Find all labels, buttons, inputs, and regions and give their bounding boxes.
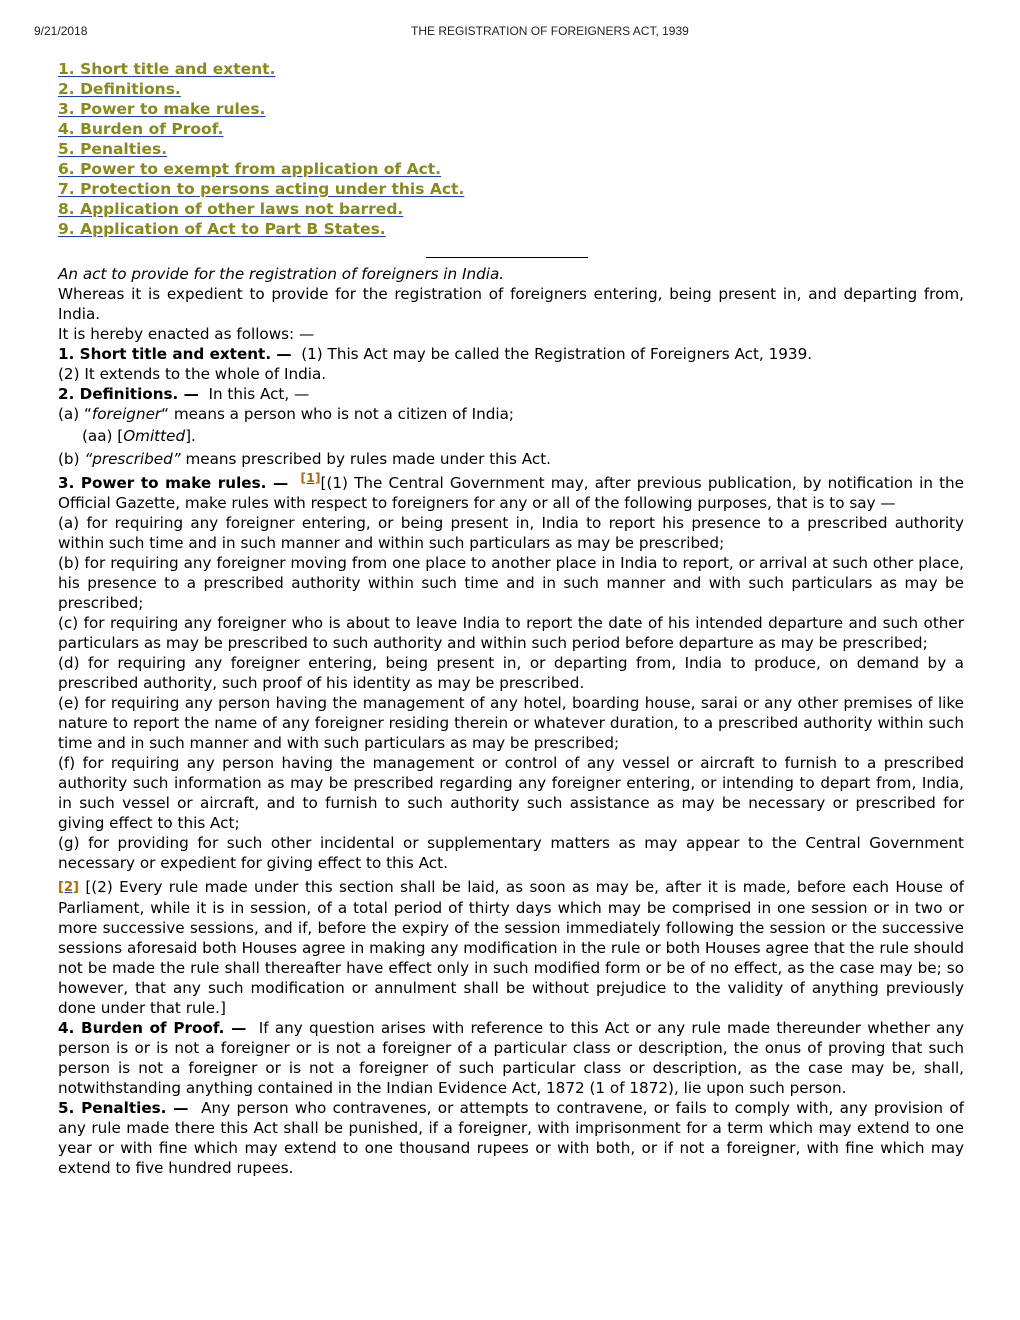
section-1-heading: 1. Short title and extent. — [58, 345, 292, 363]
toc-item [58, 79, 464, 99]
toc-link-penalties[interactable]: 5. Penalties. [58, 140, 168, 158]
section-3-sub1: [(1) The Central Government may, after previous publication, by notification in the Official Gazette, make rules with respect to foreigners for any or all of the following purposes, that is to say — [58, 474, 965, 512]
clause-d: (d) for requiring any foreigner entering, being present in, or departing from, India to produce, on demand by a prescribed authority, such proof of his identity as may be prescribed. [58, 654, 964, 692]
toc-item [58, 199, 464, 219]
separator-rule [426, 257, 588, 258]
section-5-heading: 5. Penalties. — [58, 1099, 189, 1117]
act-body [58, 264, 964, 1178]
toc-item [58, 99, 464, 119]
term-foreigner: foreigner [91, 405, 162, 423]
toc-link-burden-of-proof[interactable]: 4. Burden of Proof. [58, 120, 224, 138]
term-omitted: Omitted [123, 427, 186, 445]
clause-a: (a) for requiring any foreigner entering, or being present in, India to report his presence to a prescribed authority within such time and in such manner and within such particulars as may be prescribed; [58, 514, 964, 552]
toc-link-protection[interactable]: 7. Protection to persons acting under this Act. [58, 180, 465, 198]
section-3-heading: 3. Power to make rules. — [58, 474, 289, 492]
print-doc-title: THE REGISTRATION OF FOREIGNERS ACT, 1939 [411, 24, 689, 38]
section-3-sub2: [2] [(2) Every rule made under this section shall be laid, as soon as may be, after it is made, before each House of Parliament, while it is in session, of a total period of thirty days which may be comprised in one session or in two or more successive sessions, and if, before the expiry of the session immediately following the session or the successive sessions aforesaid both Houses agree in making any modification in the rule or both Houses agree that the rule should not be made the rule shall thereafter have effect only in such modified form or be of no effect, as the case may be; so however, that any such modification or annulment shall be without prejudice to the validity of anything previously done under that rule.] [58, 878, 964, 1017]
toc-link-part-b-states[interactable]: 9. Application of Act to Part B States. [58, 220, 386, 238]
enacting-clause: It is hereby enacted as follows: — [58, 325, 315, 343]
footnote-2-link[interactable]: [2] [58, 880, 79, 895]
clause-g: (g) for providing for such other incidental or supplementary matters as may appear to the Central Government necessary or expedient for giving effect to this Act. [58, 834, 964, 872]
preamble: Whereas it is expedient to provide for the registration of foreigners entering, being present in, and departing from, India. [58, 285, 964, 323]
toc-item [58, 59, 464, 79]
toc-link-power-to-make-rules[interactable]: 3. Power to make rules. [58, 100, 266, 118]
clause-c: (c) for requiring any foreigner who is about to leave India to report the date of his intended departure and such other particulars as may be prescribed to such authority and within such period before departure as may be prescribed; [58, 614, 964, 652]
section-4-text: If any question arises with reference to this Act or any rule made thereunder whether any person is or is not a foreigner or is not a foreigner of a particular class or description, the onus of proving that such person is not a foreigner or is not a foreigner of such particular class or description, as the case may be, shall, notwithstanding anything contained in the Indian Evidence Act, 1872 (1 of 1872), lie upon such person. [58, 1019, 964, 1097]
section-1-sub2: (2) It extends to the whole of India. [58, 365, 327, 383]
toc-item [58, 219, 464, 239]
definition-b: (b) “prescribed” means prescribed by rules made under this Act. [58, 450, 552, 468]
toc-link-other-laws[interactable]: 8. Application of other laws not barred. [58, 200, 404, 218]
section-5-text: Any person who contravenes, or attempts to contravene, or fails to comply with, any provision of any rule made there this Act shall be punished, if a foreigner, with imprisonment for a term which may extend to one year or with fine which may extend to one thousand rupees or with both, or if not a foreigner, with fine which may extend to five hundred rupees. [58, 1099, 965, 1177]
toc-link-definitions[interactable]: 2. Definitions. [58, 80, 181, 98]
toc-item [58, 179, 464, 199]
clause-b: (b) for requiring any foreigner moving from one place to another place in India to report, or arrival at such other place, his presence to a prescribed authority within such time and in such manner and with such particulars as may be prescribed; [58, 554, 964, 612]
section-2-lead: In this Act, — [208, 385, 310, 403]
long-title: An act to provide for the registration of foreigners in India. [58, 265, 505, 283]
section-4 [58, 1018, 964, 1098]
toc-link-power-to-exempt[interactable]: 6. Power to exempt from application of Act. [58, 160, 442, 178]
toc-item [58, 139, 464, 159]
toc-link-short-title[interactable]: 1. Short title and extent. [58, 60, 276, 78]
toc-item [58, 159, 464, 179]
clause-f: (f) for requiring any person having the management or control of any vessel or aircraft to furnish to a prescribed authority such information as may be prescribed regarding any foreigner entering, or intending to depart from, India, in such vessel or aircraft, and to furnish to such authority such assistance as may be necessary or prescribed for giving effect to this Act; [58, 754, 964, 832]
footnote-1-link[interactable]: [1] [300, 469, 321, 485]
definition-a: (a) “foreigner“ means a person who is not a citizen of India; [58, 405, 515, 423]
section-1-sub1: (1) This Act may be called the Registration of Foreigners Act, 1939. [301, 345, 813, 363]
section-4-heading: 4. Burden of Proof. — [58, 1019, 247, 1037]
toc-item [58, 119, 464, 139]
section-2-heading: 2. Definitions. — [58, 385, 199, 403]
definition-aa: (aa) [Omitted]. [82, 427, 196, 445]
term-prescribed: “prescribed” [84, 450, 181, 468]
print-date: 9/21/2018 [34, 24, 88, 38]
section-2 [58, 384, 964, 404]
section-5 [58, 1098, 964, 1178]
table-of-contents [58, 59, 464, 239]
section-3 [58, 469, 965, 513]
clause-e: (e) for requiring any person having the management of any hotel, boarding house, sarai or any other premises of like nature to report the name of any foreigner residing therein or whatever duration, to a prescribed authority within such time and in such manner and with such particulars as may be prescribed; [58, 694, 964, 752]
section-1 [58, 344, 964, 364]
